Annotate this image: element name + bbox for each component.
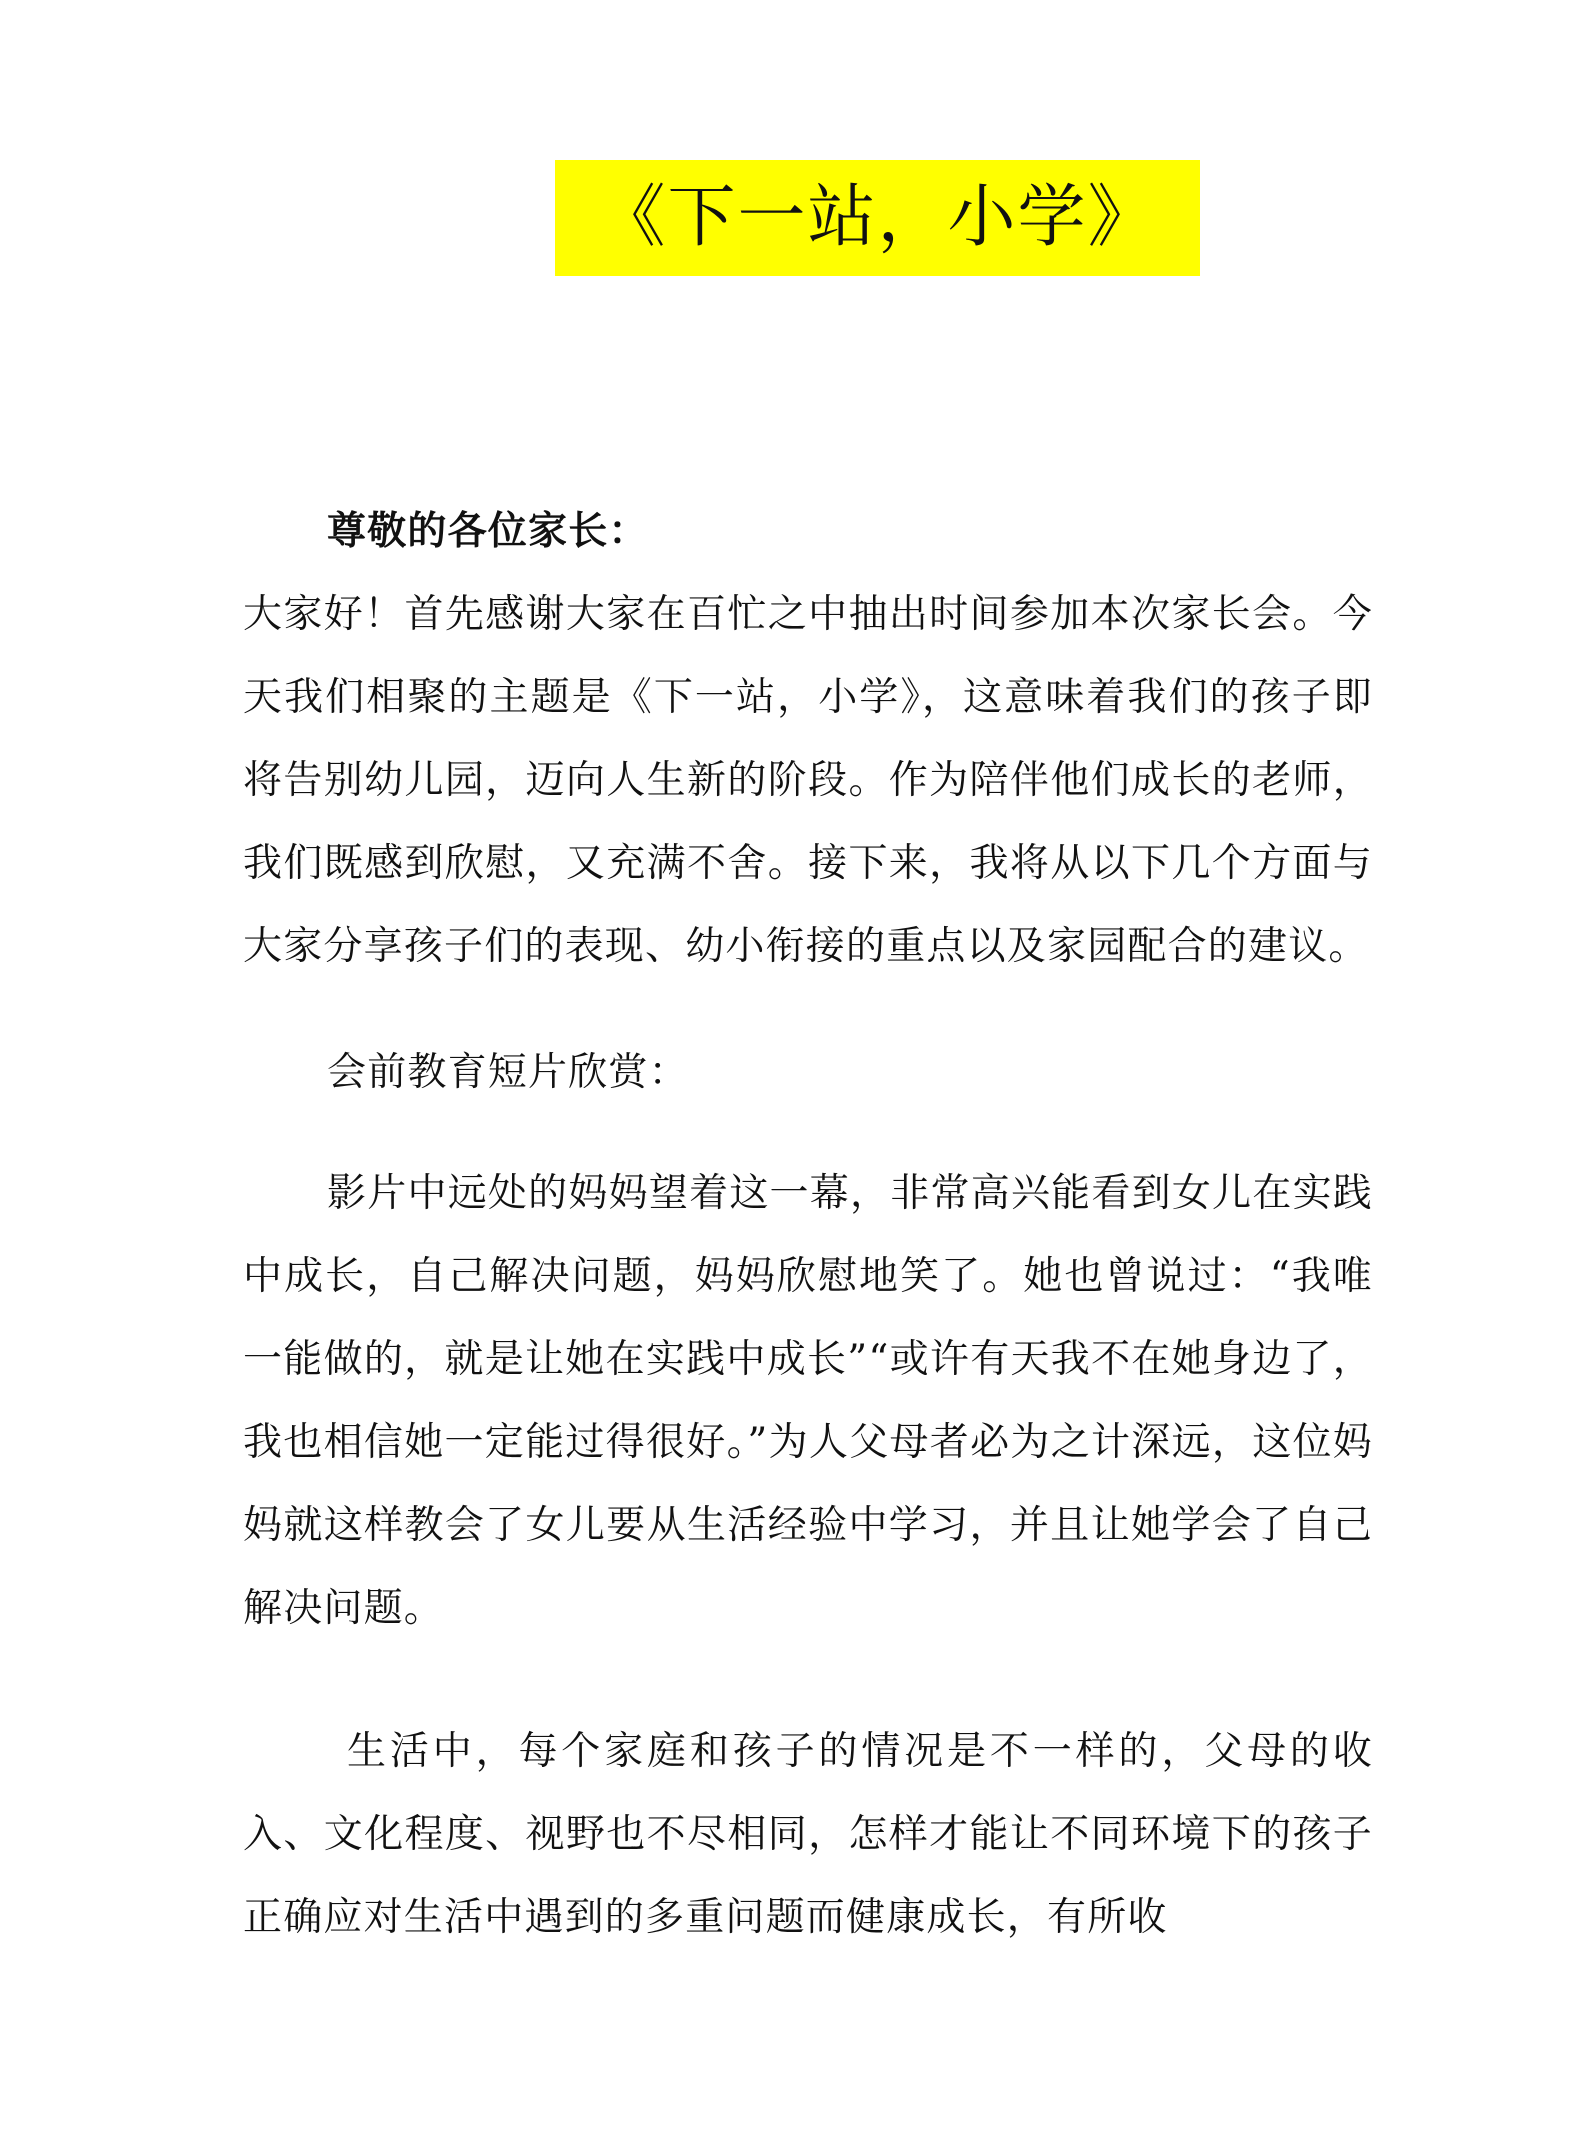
paragraph-greeting: 大家好！首先感谢大家在百忙之中抽出时间参加本次家长会。今天我们相聚的主题是《下一站，小学》，这意味着我们的孩子即将告别幼儿园，迈向人生新的阶段。作为陪伴他们成长的老师，我们既感到欣慰，又充满不舍。接下来，我将从以下几个方面与大家分享孩子们的表现、幼小衔接的重点以及家园配合的建议。	[243, 592, 1373, 969]
paragraph-video-heading: 会前教育短片欣赏：	[327, 1050, 689, 1095]
document-title: 《下一站，小学》	[597, 178, 1158, 257]
title-highlight	[555, 160, 1200, 276]
paragraph-family-differences: 生活中，每个家庭和孩子的情况是不一样的，父母的收入、文化程度、视野也不尽相同，怎样才能让不同环境下的孩子正确应对生活中遇到的多重问题而健康成长，有所收	[243, 1729, 1373, 1940]
paragraph-video-description: 影片中远处的妈妈望着这一幕，非常高兴能看到女儿在实践中成长，自己解决问题，妈妈欣慰地笑了。她也曾说过：“我唯一能做的，就是让她在实践中成长”“或许有天我不在她身边了，我也相信她一定能过得很好。”为人父母者必为之计深远，这位妈妈就这样教会了女儿要从生活经验中学习，并且让她学会了自己解决问题。	[243, 1171, 1373, 1631]
salutation: 尊敬的各位家长：	[327, 508, 649, 554]
document-body	[243, 490, 1373, 1959]
